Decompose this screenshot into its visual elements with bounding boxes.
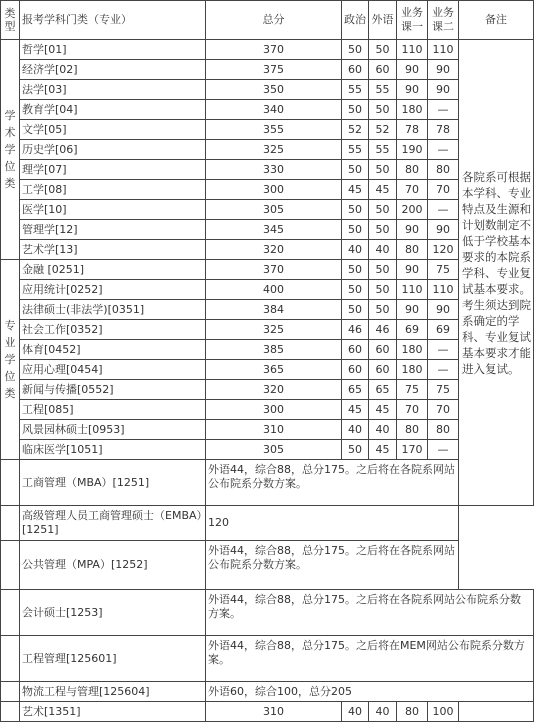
table-row (1, 300, 534, 320)
row-course2: 110 (428, 280, 459, 300)
row-course1: 80 (397, 160, 428, 180)
row-course2: 90 (428, 60, 459, 80)
row-foreign: 40 (369, 240, 397, 260)
row-course2: — (428, 440, 459, 460)
row-politics: 50 (342, 440, 369, 460)
row-politics: 60 (342, 60, 369, 80)
table-row (1, 140, 534, 160)
row-foreign: 52 (369, 120, 397, 140)
row-name: 法律硕士(非法学)[0351] (20, 300, 206, 320)
row-merged-text: 外语44，综合88，总分175。之后将在各院系网站公布院系分数方案。 (206, 541, 459, 590)
table-row (1, 440, 534, 460)
row-politics: 65 (342, 380, 369, 400)
row-course2: — (428, 360, 459, 380)
header-major: 报考学科门类（专业） (20, 1, 206, 40)
table-row (1, 80, 534, 100)
row-course2: 69 (428, 320, 459, 340)
header-foreign: 外语 (369, 1, 397, 40)
row-foreign: 60 (369, 360, 397, 380)
row-foreign: 60 (369, 60, 397, 80)
row-total: 325 (206, 140, 342, 160)
header-politics: 政治 (342, 1, 369, 40)
row-name: 高级管理人员工商管理硕士（EMBA）[1251] (20, 506, 206, 541)
row-foreign: 40 (369, 702, 397, 722)
row-politics: 60 (342, 360, 369, 380)
table-row (1, 260, 534, 280)
row-name: 工程[085] (20, 400, 206, 420)
row-name: 新闻与传播[0552] (20, 380, 206, 400)
row-total: 305 (206, 440, 342, 460)
row-name: 工学[08] (20, 180, 206, 200)
table-row (1, 60, 534, 80)
row-total: 300 (206, 400, 342, 420)
row-course2: 70 (428, 400, 459, 420)
row-politics: 50 (342, 260, 369, 280)
row-politics: 50 (342, 200, 369, 220)
row-foreign: 50 (369, 300, 397, 320)
row-total: 340 (206, 100, 342, 120)
row-course2: 75 (428, 380, 459, 400)
row-politics: 45 (342, 180, 369, 200)
row-foreign: 60 (369, 340, 397, 360)
row-name: 工商管理（MBA）[1251] (20, 460, 206, 506)
row-course1: 70 (397, 180, 428, 200)
row-name: 理学[07] (20, 160, 206, 180)
table-row (1, 120, 534, 140)
row-politics: 40 (342, 420, 369, 440)
row-name: 应用统计[0252] (20, 280, 206, 300)
row-course2: 90 (428, 300, 459, 320)
row-course1: 80 (397, 240, 428, 260)
row-foreign: 46 (369, 320, 397, 340)
row-name: 风景园林硕士[0953] (20, 420, 206, 440)
row-course1: 90 (397, 60, 428, 80)
table-row (1, 360, 534, 380)
row-name: 临床医学[1051] (20, 440, 206, 460)
row-politics: 50 (342, 300, 369, 320)
row-course1: 110 (397, 40, 428, 60)
row-name: 会计硕士[1253] (20, 590, 206, 636)
blank-note-cell (459, 702, 534, 722)
row-course2: 70 (428, 180, 459, 200)
table-row (1, 380, 534, 400)
row-course2: 100 (428, 702, 459, 722)
row-total: 365 (206, 360, 342, 380)
row-foreign: 50 (369, 40, 397, 60)
table-row (1, 682, 534, 702)
row-course1: 180 (397, 100, 428, 120)
row-foreign: 65 (369, 380, 397, 400)
row-total: 310 (206, 702, 342, 722)
row-politics: 50 (342, 160, 369, 180)
row-total: 375 (206, 60, 342, 80)
table-row (1, 636, 534, 682)
table-row (1, 240, 534, 260)
row-course2: 78 (428, 120, 459, 140)
table-row (1, 180, 534, 200)
row-name: 经济学[02] (20, 60, 206, 80)
row-politics: 50 (342, 220, 369, 240)
row-foreign: 50 (369, 260, 397, 280)
table-row (1, 420, 534, 440)
row-name: 体育[0452] (20, 340, 206, 360)
row-total: 400 (206, 280, 342, 300)
table-row (1, 590, 534, 636)
table-row (1, 400, 534, 420)
row-merged-text: 120 (206, 506, 459, 541)
row-foreign: 50 (369, 220, 397, 240)
row-total: 310 (206, 420, 342, 440)
blank-type-cell (1, 590, 20, 636)
row-foreign: 40 (369, 420, 397, 440)
row-course1: 78 (397, 120, 428, 140)
row-total: 320 (206, 380, 342, 400)
row-course1: 180 (397, 340, 428, 360)
row-name: 公共管理（MPA）[1252] (20, 541, 206, 590)
table-row (1, 100, 534, 120)
row-course1: 170 (397, 440, 428, 460)
blank-type-cell (1, 460, 20, 506)
group-academic: 学术学位类 (1, 40, 20, 260)
row-foreign: 55 (369, 140, 397, 160)
row-name: 物流工程与管理[125604] (20, 682, 206, 702)
row-politics: 55 (342, 80, 369, 100)
row-name: 艺术[1351] (20, 702, 206, 722)
table-row (1, 220, 534, 240)
row-course2: — (428, 340, 459, 360)
header-course2: 业务课二 (428, 1, 459, 40)
row-course2: 75 (428, 260, 459, 280)
row-name: 应用心理[0454] (20, 360, 206, 380)
row-total: 300 (206, 180, 342, 200)
row-name: 历史学[06] (20, 140, 206, 160)
header-row (1, 1, 534, 40)
row-foreign: 50 (369, 280, 397, 300)
row-course1: 75 (397, 380, 428, 400)
row-course2: — (428, 140, 459, 160)
blank-type-cell (1, 702, 20, 722)
row-merged-text: 外语60，综合100，总分205 (206, 682, 534, 702)
row-course1: 90 (397, 220, 428, 240)
row-foreign: 50 (369, 160, 397, 180)
row-politics: 40 (342, 702, 369, 722)
row-course1: 180 (397, 360, 428, 380)
row-merged-text: 外语44，综合88，总分175。之后将在各院系网站公布院系分数方案。 (206, 460, 459, 506)
blank-type-cell (1, 682, 20, 702)
row-name: 管理学[12] (20, 220, 206, 240)
row-foreign: 50 (369, 100, 397, 120)
blank-type-cell (1, 506, 20, 541)
header-note: 备注 (459, 1, 534, 40)
row-politics: 50 (342, 40, 369, 60)
row-politics: 40 (342, 240, 369, 260)
table-row (1, 702, 534, 722)
table-row (1, 541, 534, 590)
row-politics: 45 (342, 400, 369, 420)
row-course1: 90 (397, 300, 428, 320)
row-foreign: 45 (369, 180, 397, 200)
table-row (1, 200, 534, 220)
row-name: 社会工作[0352] (20, 320, 206, 340)
row-foreign: 45 (369, 440, 397, 460)
row-total: 385 (206, 340, 342, 360)
header-type: 类型 (1, 1, 20, 40)
blank-type-cell (1, 541, 20, 590)
row-total: 345 (206, 220, 342, 240)
row-total: 305 (206, 200, 342, 220)
row-course2: 110 (428, 40, 459, 60)
row-total: 384 (206, 300, 342, 320)
row-name: 工程管理[125601] (20, 636, 206, 682)
row-name: 艺术学[13] (20, 240, 206, 260)
table-row (1, 40, 534, 60)
row-course1: 80 (397, 420, 428, 440)
row-name: 金融 [0251] (20, 260, 206, 280)
row-politics: 60 (342, 340, 369, 360)
group-professional: 专业学位类 (1, 260, 20, 460)
row-course1: 80 (397, 702, 428, 722)
table-row (1, 320, 534, 340)
row-course1: 70 (397, 400, 428, 420)
row-total: 350 (206, 80, 342, 100)
row-course1: 90 (397, 80, 428, 100)
row-total: 320 (206, 240, 342, 260)
row-course2: 80 (428, 160, 459, 180)
table-row (1, 340, 534, 360)
row-politics: 52 (342, 120, 369, 140)
row-name: 文学[05] (20, 120, 206, 140)
header-total: 总分 (206, 1, 342, 40)
row-name: 医学[10] (20, 200, 206, 220)
row-course1: 190 (397, 140, 428, 160)
row-total: 355 (206, 120, 342, 140)
row-course1: 90 (397, 260, 428, 280)
row-foreign: 55 (369, 80, 397, 100)
row-politics: 55 (342, 140, 369, 160)
row-course2: — (428, 200, 459, 220)
table-row (1, 280, 534, 300)
row-course1: 69 (397, 320, 428, 340)
row-course2: 90 (428, 220, 459, 240)
row-total: 325 (206, 320, 342, 340)
row-politics: 50 (342, 280, 369, 300)
row-name: 哲学[01] (20, 40, 206, 60)
blank-type-cell (1, 636, 20, 682)
header-course1: 业务课一 (397, 1, 428, 40)
row-course2: 120 (428, 240, 459, 260)
note-text: 各院系可根据本学科、专业特点及生源和计划数制定不低于学校基本要求的本院系学科、专业复试基本要求。考生须达到院系确定的学科、专业复试基本要求才能进入复试。 (459, 40, 534, 506)
row-course2: — (428, 100, 459, 120)
row-course2: 80 (428, 420, 459, 440)
table-row (1, 460, 534, 506)
row-course2: 90 (428, 80, 459, 100)
row-merged-text: 外语44，综合88，总分175。之后将在MEM网站公布院系分数方案。 (206, 636, 534, 682)
table-row (1, 506, 534, 541)
row-course1: 110 (397, 280, 428, 300)
row-politics: 46 (342, 320, 369, 340)
row-name: 教育学[04] (20, 100, 206, 120)
row-total: 370 (206, 40, 342, 60)
row-course1: 200 (397, 200, 428, 220)
row-total: 330 (206, 160, 342, 180)
row-name: 法学[03] (20, 80, 206, 100)
row-politics: 50 (342, 100, 369, 120)
row-total: 370 (206, 260, 342, 280)
row-merged-text: 外语44，综合88，总分175。之后将在各院系网站公布院系分数方案。 (206, 590, 534, 636)
row-foreign: 50 (369, 200, 397, 220)
table-row (1, 160, 534, 180)
row-foreign: 45 (369, 400, 397, 420)
